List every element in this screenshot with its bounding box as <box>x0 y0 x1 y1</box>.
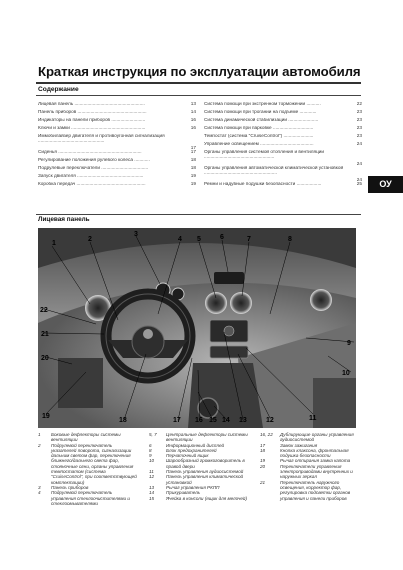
toc-left <box>38 102 196 191</box>
toc-item[interactable]: Органы управления автоматической климатической установкой ........................................................ 24 <box>204 166 362 182</box>
legend-item: 6 Информационный дисплей <box>149 442 225 448</box>
callout-7: 7 <box>247 236 251 243</box>
callout-16: 16 <box>195 417 203 424</box>
callout-10: 10 <box>342 370 350 377</box>
contents-rule <box>36 95 361 96</box>
section-tab: ОУ <box>368 176 403 193</box>
legend-col-3 <box>260 432 360 501</box>
toc-item[interactable]: Система помощи при экстренном торможении ........... 22 <box>204 101 362 106</box>
legend-item: 3 Панель приборов <box>38 484 89 490</box>
callout-11: 11 <box>309 415 317 422</box>
audio-knob <box>224 326 234 336</box>
callout-6: 6 <box>220 234 224 241</box>
legend-item: 15 Ячейка в консоли (ящик для мелочей) <box>149 495 247 501</box>
toc-item[interactable]: Ключи и замки ......................................................... 16 <box>38 125 196 131</box>
contents-heading: Содержание <box>38 86 79 93</box>
dashboard-photo <box>38 228 356 428</box>
callout-9: 9 <box>347 340 351 347</box>
legend-item: 1 Боковые дефлекторы системы вентиляции <box>38 432 121 443</box>
legend-item: 11 Панель управления аудиосистемой <box>149 469 244 475</box>
callout-3: 3 <box>134 231 138 238</box>
toc-item[interactable]: Система динамической стабилизации ....................... 23 <box>204 117 362 123</box>
callout-15: 15 <box>209 417 217 424</box>
toc-right <box>204 102 362 191</box>
page-title: Краткая инструкция по эксплуатации автомобиля <box>38 64 361 79</box>
toc-item[interactable]: Сиденья ................................................................ 17 <box>38 149 196 155</box>
toc-item[interactable]: Органы управления системой отопления и вентиляции ...................................................... 24 <box>204 150 362 166</box>
legend-item: 17 Замок зажигания <box>260 442 318 448</box>
callout-5: 5 <box>197 236 201 243</box>
callout-2: 2 <box>88 236 92 243</box>
callout-8: 8 <box>288 236 292 243</box>
legend-item: 14 Прикуриватель <box>149 490 201 496</box>
legend-item: 4 Подрулевой переключатель управления стеклоочистителями и стеклоомывателями <box>38 490 130 506</box>
figure-rule <box>36 214 361 215</box>
toc-item[interactable]: Управление освещением ......................................... 24 <box>204 141 362 147</box>
info-display <box>214 272 244 284</box>
callout-18: 18 <box>119 417 127 424</box>
toc-item[interactable]: Индикаторы на панели приборов .......................... 16 <box>38 117 196 123</box>
callout-19: 19 <box>42 413 50 420</box>
callout-20: 20 <box>41 355 49 362</box>
toc-item[interactable]: Система помощи при парковке ............................... 23 <box>204 125 362 131</box>
right-door-panel <box>313 378 356 428</box>
center-vent-right <box>230 292 252 314</box>
toc-item[interactable]: Темпостат (система "CruiseControl") ....................... 23 <box>204 133 362 139</box>
legend-item: 18 Кнопка клаксона, фронтальная подушка безопасности <box>260 447 349 459</box>
toc-item[interactable]: Панель приборов ..................................................... 14 <box>38 109 196 115</box>
toc-item[interactable]: Система помощи при трогании на подъеме ............. 23 <box>204 109 362 115</box>
toc-item[interactable]: Запуск двигателя ................................................... 19 <box>38 173 196 179</box>
legend-item: 13 Рычаг управления РКПП <box>149 484 220 490</box>
toc-item[interactable]: Лицевая панель ...................................................... 13 <box>38 101 196 106</box>
legend-item: 16, 22 Дублирующие органы управления аудиосистемой <box>260 432 354 443</box>
callout-4: 4 <box>178 236 182 243</box>
callout-13: 13 <box>239 417 247 424</box>
toc-item[interactable]: Иммобилайзер двигателя и противоугонная сигнализация ................................................... 17 <box>38 134 196 150</box>
legend-col-1 <box>38 432 138 506</box>
toc-item[interactable]: Ремни и надувные подушки безопасности ................... 25 <box>204 181 362 187</box>
figure-heading: Лицевая панель <box>38 216 90 223</box>
center-vent-left <box>205 292 227 314</box>
callout-12: 12 <box>266 417 274 424</box>
legend-item: 21 Переключатель наружного освещения, корректор фар, регулировка подсветки органов управления и панели приборов <box>260 479 351 501</box>
legend-item: 2 Подрулевой переключатель указателей поворота, сигнализации дальним светом фар, переключения ближнего/дальнего света фар, стояночные огни, органы управления темпостатом (система "CruiseControl", при соответствующей комплектации) <box>38 442 137 485</box>
callout-17: 17 <box>173 417 181 424</box>
legend-item: 19 Рычаг отпирания замка капота <box>260 458 351 464</box>
legend-item: 9 Перчаточный ящик <box>149 453 209 459</box>
left-door-panel <box>58 358 103 408</box>
callout-14: 14 <box>222 417 230 424</box>
legend-item: 5, 7 Центральные дефлекторы системы вентиляции <box>149 432 248 443</box>
legend-col-2 <box>149 432 253 501</box>
callout-22: 22 <box>40 307 48 314</box>
brand-emblem <box>143 329 153 339</box>
legend-item: 12 Панель управления климатической установкой <box>149 474 244 485</box>
legend-item: 8 Блок предохранителей <box>149 447 217 453</box>
right-vent <box>310 289 332 311</box>
toc-item[interactable]: Подрулевые переключатели .................................... 18 <box>38 165 196 171</box>
legend-item: 20 Переключатели управления электроприводами внутренних и наружных зеркал <box>260 463 353 480</box>
title-rule <box>36 82 361 84</box>
callout-21: 21 <box>41 331 49 338</box>
legend-item: 10 Шарообразный громкоговоритель в правой двери <box>149 458 245 469</box>
toc-item[interactable]: Коробка передач ..................................................... 19 <box>38 181 196 187</box>
callout-1: 1 <box>52 240 56 247</box>
toc-item[interactable]: Регулирование положения рулевого колеса ............ 18 <box>38 157 196 163</box>
gear-lever <box>198 398 218 418</box>
